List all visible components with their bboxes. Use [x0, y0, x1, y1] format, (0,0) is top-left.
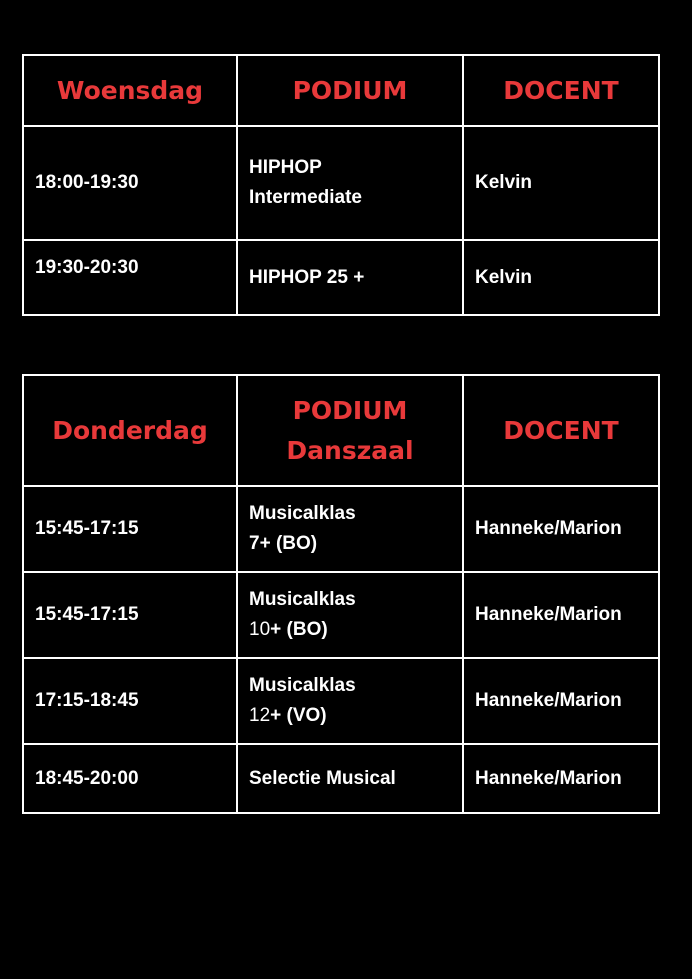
- class-level: [249, 701, 462, 731]
- class-name: Musicalklas: [249, 675, 356, 696]
- class-name: HIPHOP 25 +: [249, 266, 365, 288]
- teacher-cell: [463, 744, 659, 813]
- time-text: 19:30-20:30: [35, 256, 139, 278]
- class-age-number: 10: [249, 619, 271, 640]
- time-cell: [23, 240, 237, 315]
- teacher-name: Hanneke/Marion: [475, 690, 622, 711]
- time-cell: [23, 486, 237, 572]
- header-teacher: DOCENT: [463, 375, 659, 486]
- table-row: [23, 572, 659, 658]
- class-age-number: 12: [249, 705, 271, 726]
- thursday-schedule-table: [22, 374, 660, 814]
- wednesday-schedule-table: [22, 54, 660, 316]
- teacher-cell: [463, 486, 659, 572]
- teacher-name: Kelvin: [475, 172, 533, 193]
- table-row: [23, 658, 659, 744]
- header-day: Donderdag: [23, 375, 237, 486]
- class-name: Musicalklas: [249, 589, 356, 610]
- class-level: 7+ (BO): [249, 533, 318, 554]
- teacher-name: Hanneke/Marion: [475, 518, 622, 539]
- header-location-line1: PODIUM: [292, 395, 408, 425]
- class-cell: [237, 240, 463, 315]
- class-name: Selectie Musical: [249, 767, 396, 789]
- class-name: HIPHOP: [249, 157, 322, 178]
- teacher-name: Kelvin: [475, 266, 533, 288]
- header-teacher: DOCENT: [463, 55, 659, 126]
- header-location-line2: Danszaal: [286, 435, 414, 465]
- time-text: 18:00-19:30: [35, 172, 139, 193]
- teacher-name: Hanneke/Marion: [475, 604, 622, 625]
- teacher-name: Hanneke/Marion: [475, 767, 622, 789]
- time-cell: [23, 658, 237, 744]
- time-cell: [23, 744, 237, 813]
- header-location: [237, 375, 463, 486]
- time-text: 15:45-17:15: [35, 518, 139, 539]
- class-cell: [237, 126, 463, 240]
- class-cell: [237, 486, 463, 572]
- time-text: 17:15-18:45: [35, 690, 139, 711]
- teacher-cell: [463, 126, 659, 240]
- header-day: Woensdag: [23, 55, 237, 126]
- time-text: 18:45-20:00: [35, 767, 139, 789]
- class-cell: [237, 658, 463, 744]
- table-header-row: [23, 55, 659, 126]
- class-age-suffix: + (BO): [270, 619, 328, 640]
- header-location: PODIUM: [237, 55, 463, 126]
- time-cell: [23, 572, 237, 658]
- table-row: [23, 126, 659, 240]
- time-text: 15:45-17:15: [35, 604, 139, 625]
- teacher-cell: [463, 572, 659, 658]
- class-cell: [237, 744, 463, 813]
- class-cell: [237, 572, 463, 658]
- class-name: Musicalklas: [249, 503, 356, 524]
- class-age-suffix: + (VO): [270, 705, 327, 726]
- class-level: [249, 615, 462, 645]
- table-row: [23, 486, 659, 572]
- table-row: [23, 240, 659, 315]
- class-level: Intermediate: [249, 187, 362, 208]
- teacher-cell: [463, 240, 659, 315]
- table-header-row: [23, 375, 659, 486]
- time-cell: [23, 126, 237, 240]
- table-row: [23, 744, 659, 813]
- teacher-cell: [463, 658, 659, 744]
